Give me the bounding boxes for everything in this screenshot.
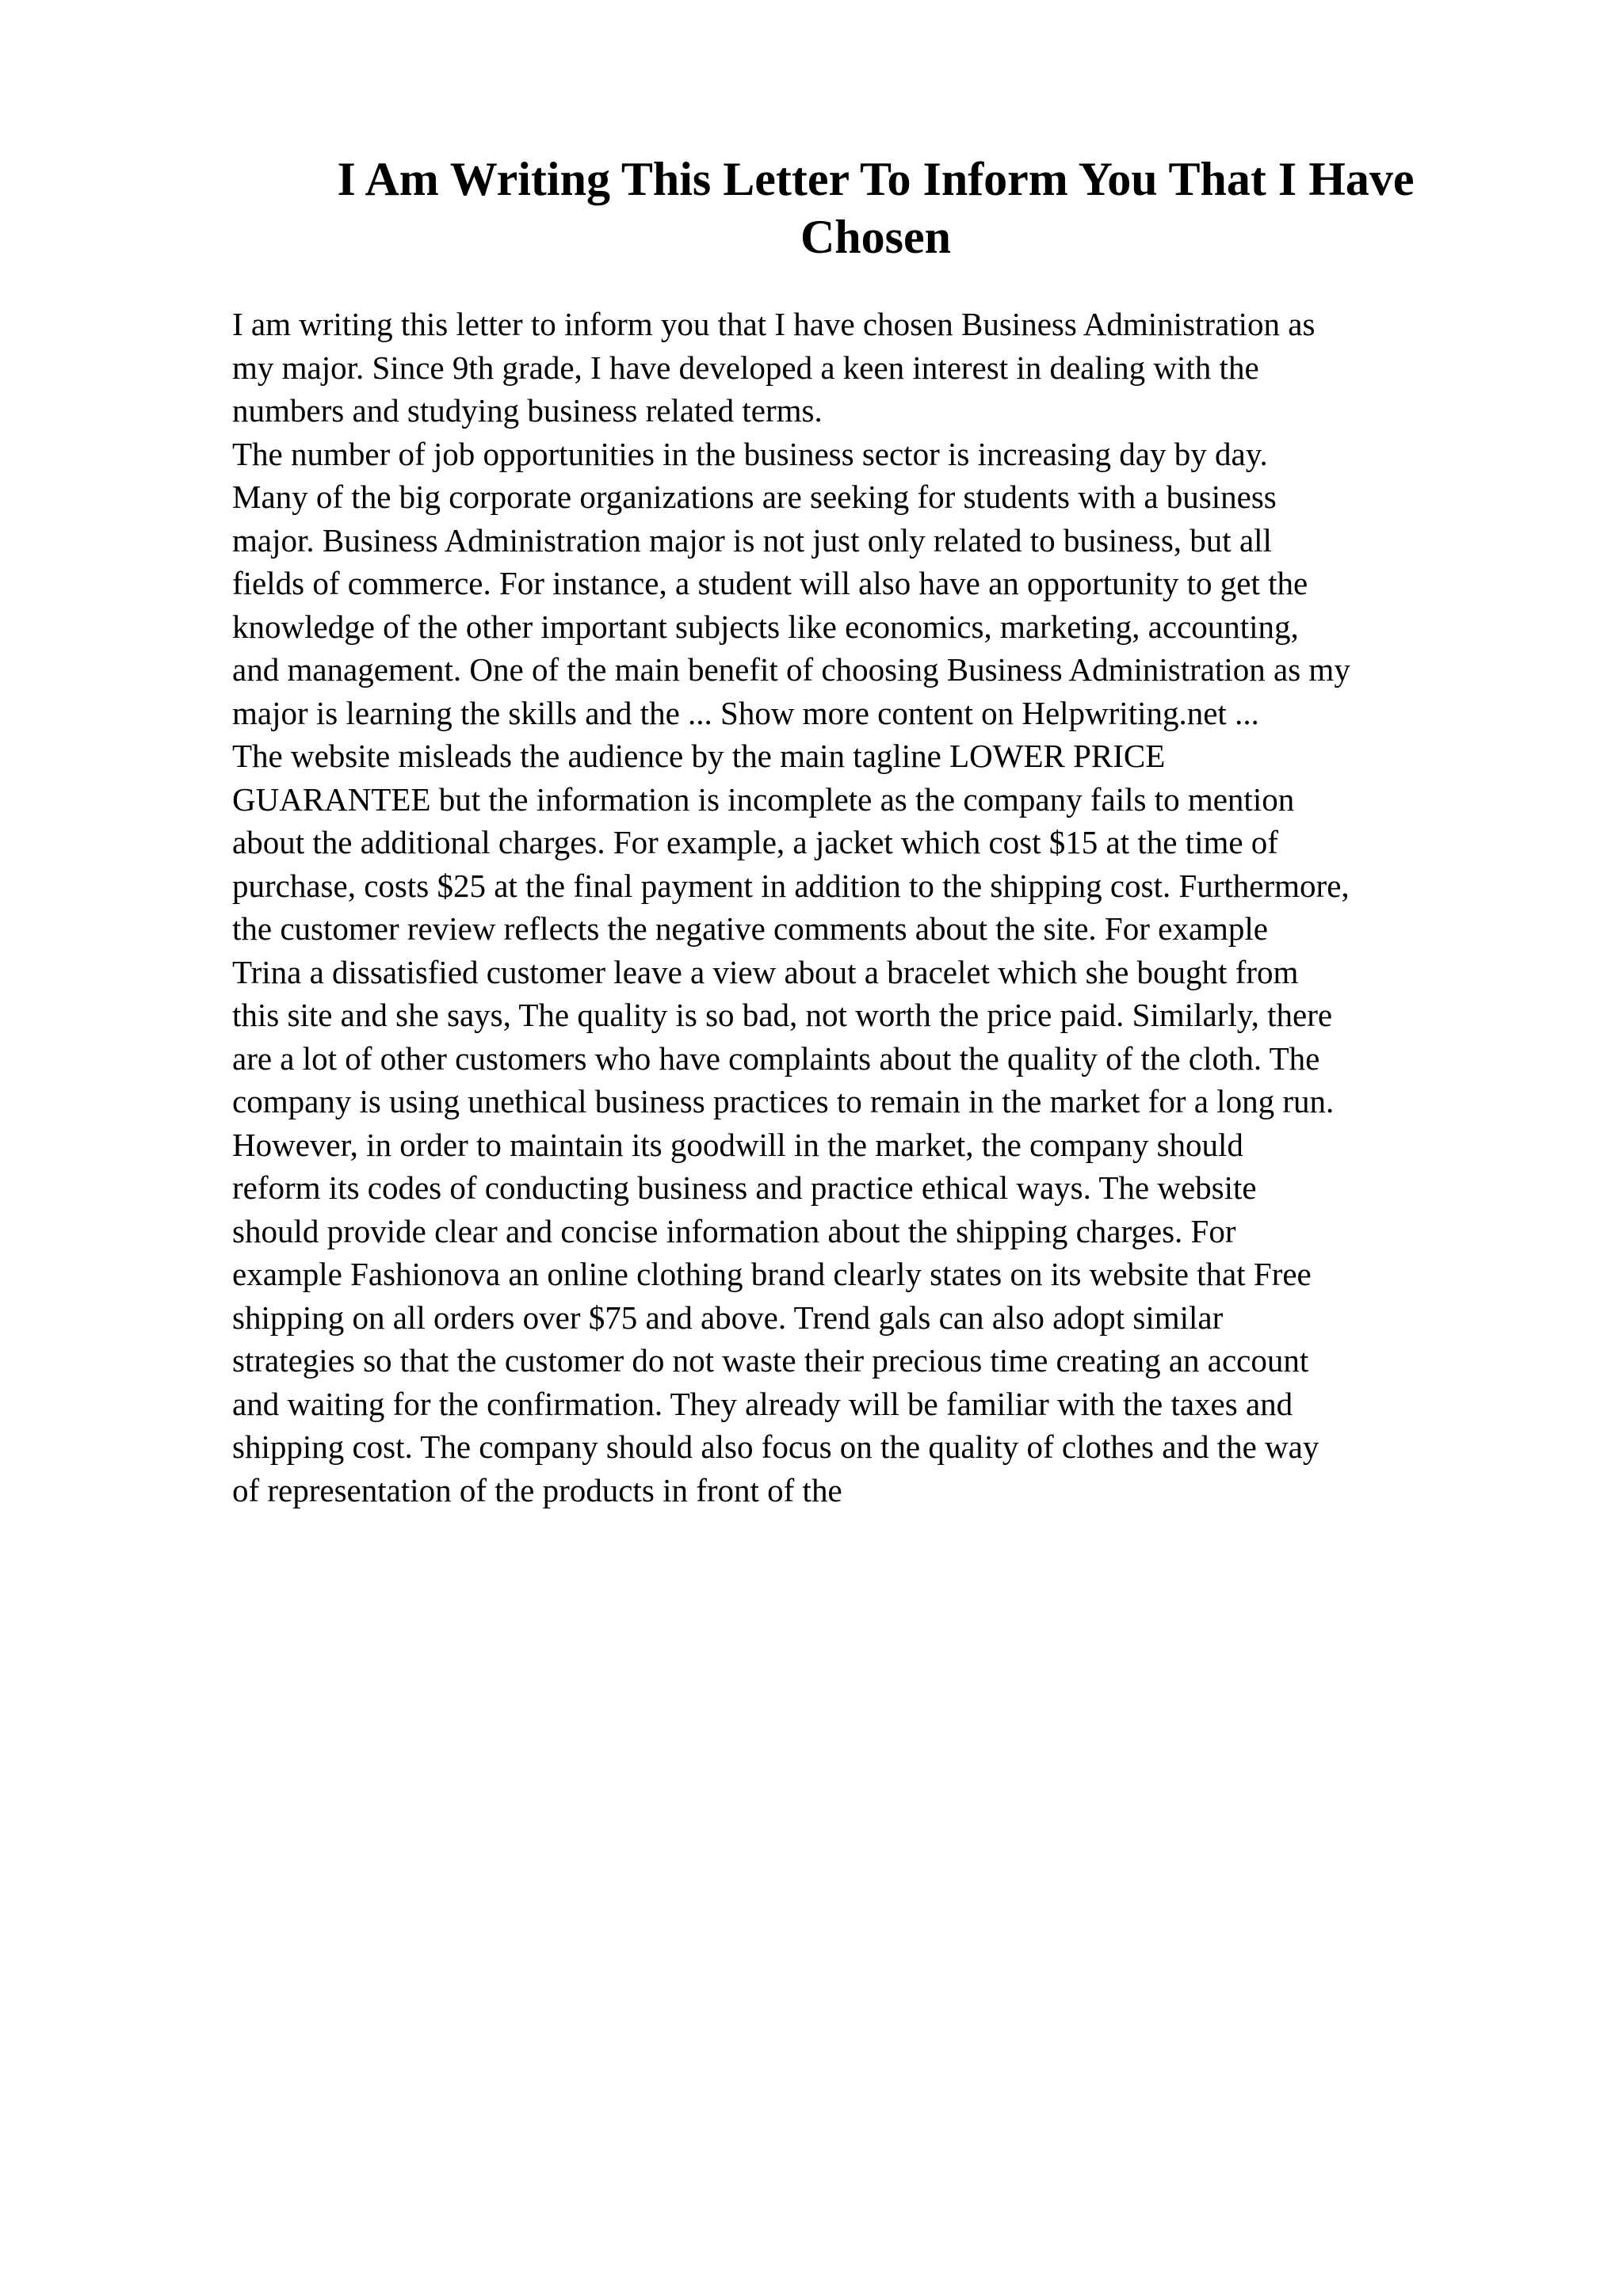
body-line: major is learning the skills and the ... Show more content on Helpwriting.net ... — [232, 694, 1259, 731]
body-line: fields of commerce. For instance, a student will also have an opportunity to get the — [232, 565, 1308, 601]
body-line: The number of job opportunities in the business sector is increasing day by day. — [232, 435, 1268, 472]
body-line: Trina a dissatisfied customer leave a view about a bracelet which she bought from — [232, 953, 1299, 990]
body-line: example Fashionova an online clothing brand clearly states on its website that Free — [232, 1256, 1312, 1292]
body-line: The website misleads the audience by the main tagline LOWER PRICE — [232, 738, 1166, 774]
body-line: are a lot of other customers who have complaints about the quality of the cloth. The — [232, 1039, 1320, 1077]
body-line: purchase, costs $25 at the final payment in addition to the shipping cost. Furthermore, — [232, 867, 1350, 904]
body-line: and management. One of the main benefit of choosing Business Administration as my — [232, 651, 1350, 688]
document-title — [262, 151, 1490, 266]
body-line: strategies so that the customer do not waste their precious time creating an account — [232, 1342, 1309, 1379]
body-line: Many of the big corporate organizations are seeking for students with a business — [232, 479, 1277, 515]
body-line: reform its codes of conducting business and practice ethical ways. The website — [232, 1169, 1257, 1206]
body-line: GUARANTEE but the information is incomplete as the company fails to mention — [232, 780, 1295, 818]
body-line: company is using unethical business practices to remain in the market for a long run. — [232, 1083, 1335, 1119]
body-line: major. Business Administration major is not just only related to business, but all — [232, 521, 1272, 559]
body-line: should provide clear and concise information about the shipping charges. For — [232, 1212, 1236, 1249]
body-line: knowledge of the other important subjects like economics, marketing, accounting, — [232, 608, 1299, 645]
body-line: the customer review reflects the negative comments about the site. For example — [232, 910, 1268, 947]
body-line: numbers and studying business related terms. — [232, 392, 823, 429]
title-line-1: I Am Writing This Letter To Inform You That I Have — [337, 153, 1415, 205]
body-line: shipping on all orders over $75 and above. Trend gals can also adopt similar — [232, 1299, 1224, 1336]
body-line: my major. Since 9th grade, I have developed a keen interest in dealing with the — [232, 349, 1259, 386]
body-line: However, in order to maintain its goodwill in the market, the company should — [232, 1126, 1243, 1163]
body-line: this site and she says, The quality is so bad, not worth the price paid. Similarly, there — [232, 997, 1333, 1033]
body-line: about the additional charges. For example, a jacket which cost $15 at the time of — [232, 824, 1278, 860]
title-line-2: Chosen — [800, 211, 952, 263]
document-body — [232, 303, 1540, 1512]
body-line: I am writing this letter to inform you that I have chosen Business Administration as — [232, 306, 1316, 342]
body-line: and waiting for the confirmation. They already will be familiar with the taxes and — [232, 1385, 1293, 1422]
body-line: shipping cost. The company should also focus on the quality of clothes and the way — [232, 1428, 1319, 1465]
body-line: of representation of the products in front of the — [232, 1471, 842, 1508]
